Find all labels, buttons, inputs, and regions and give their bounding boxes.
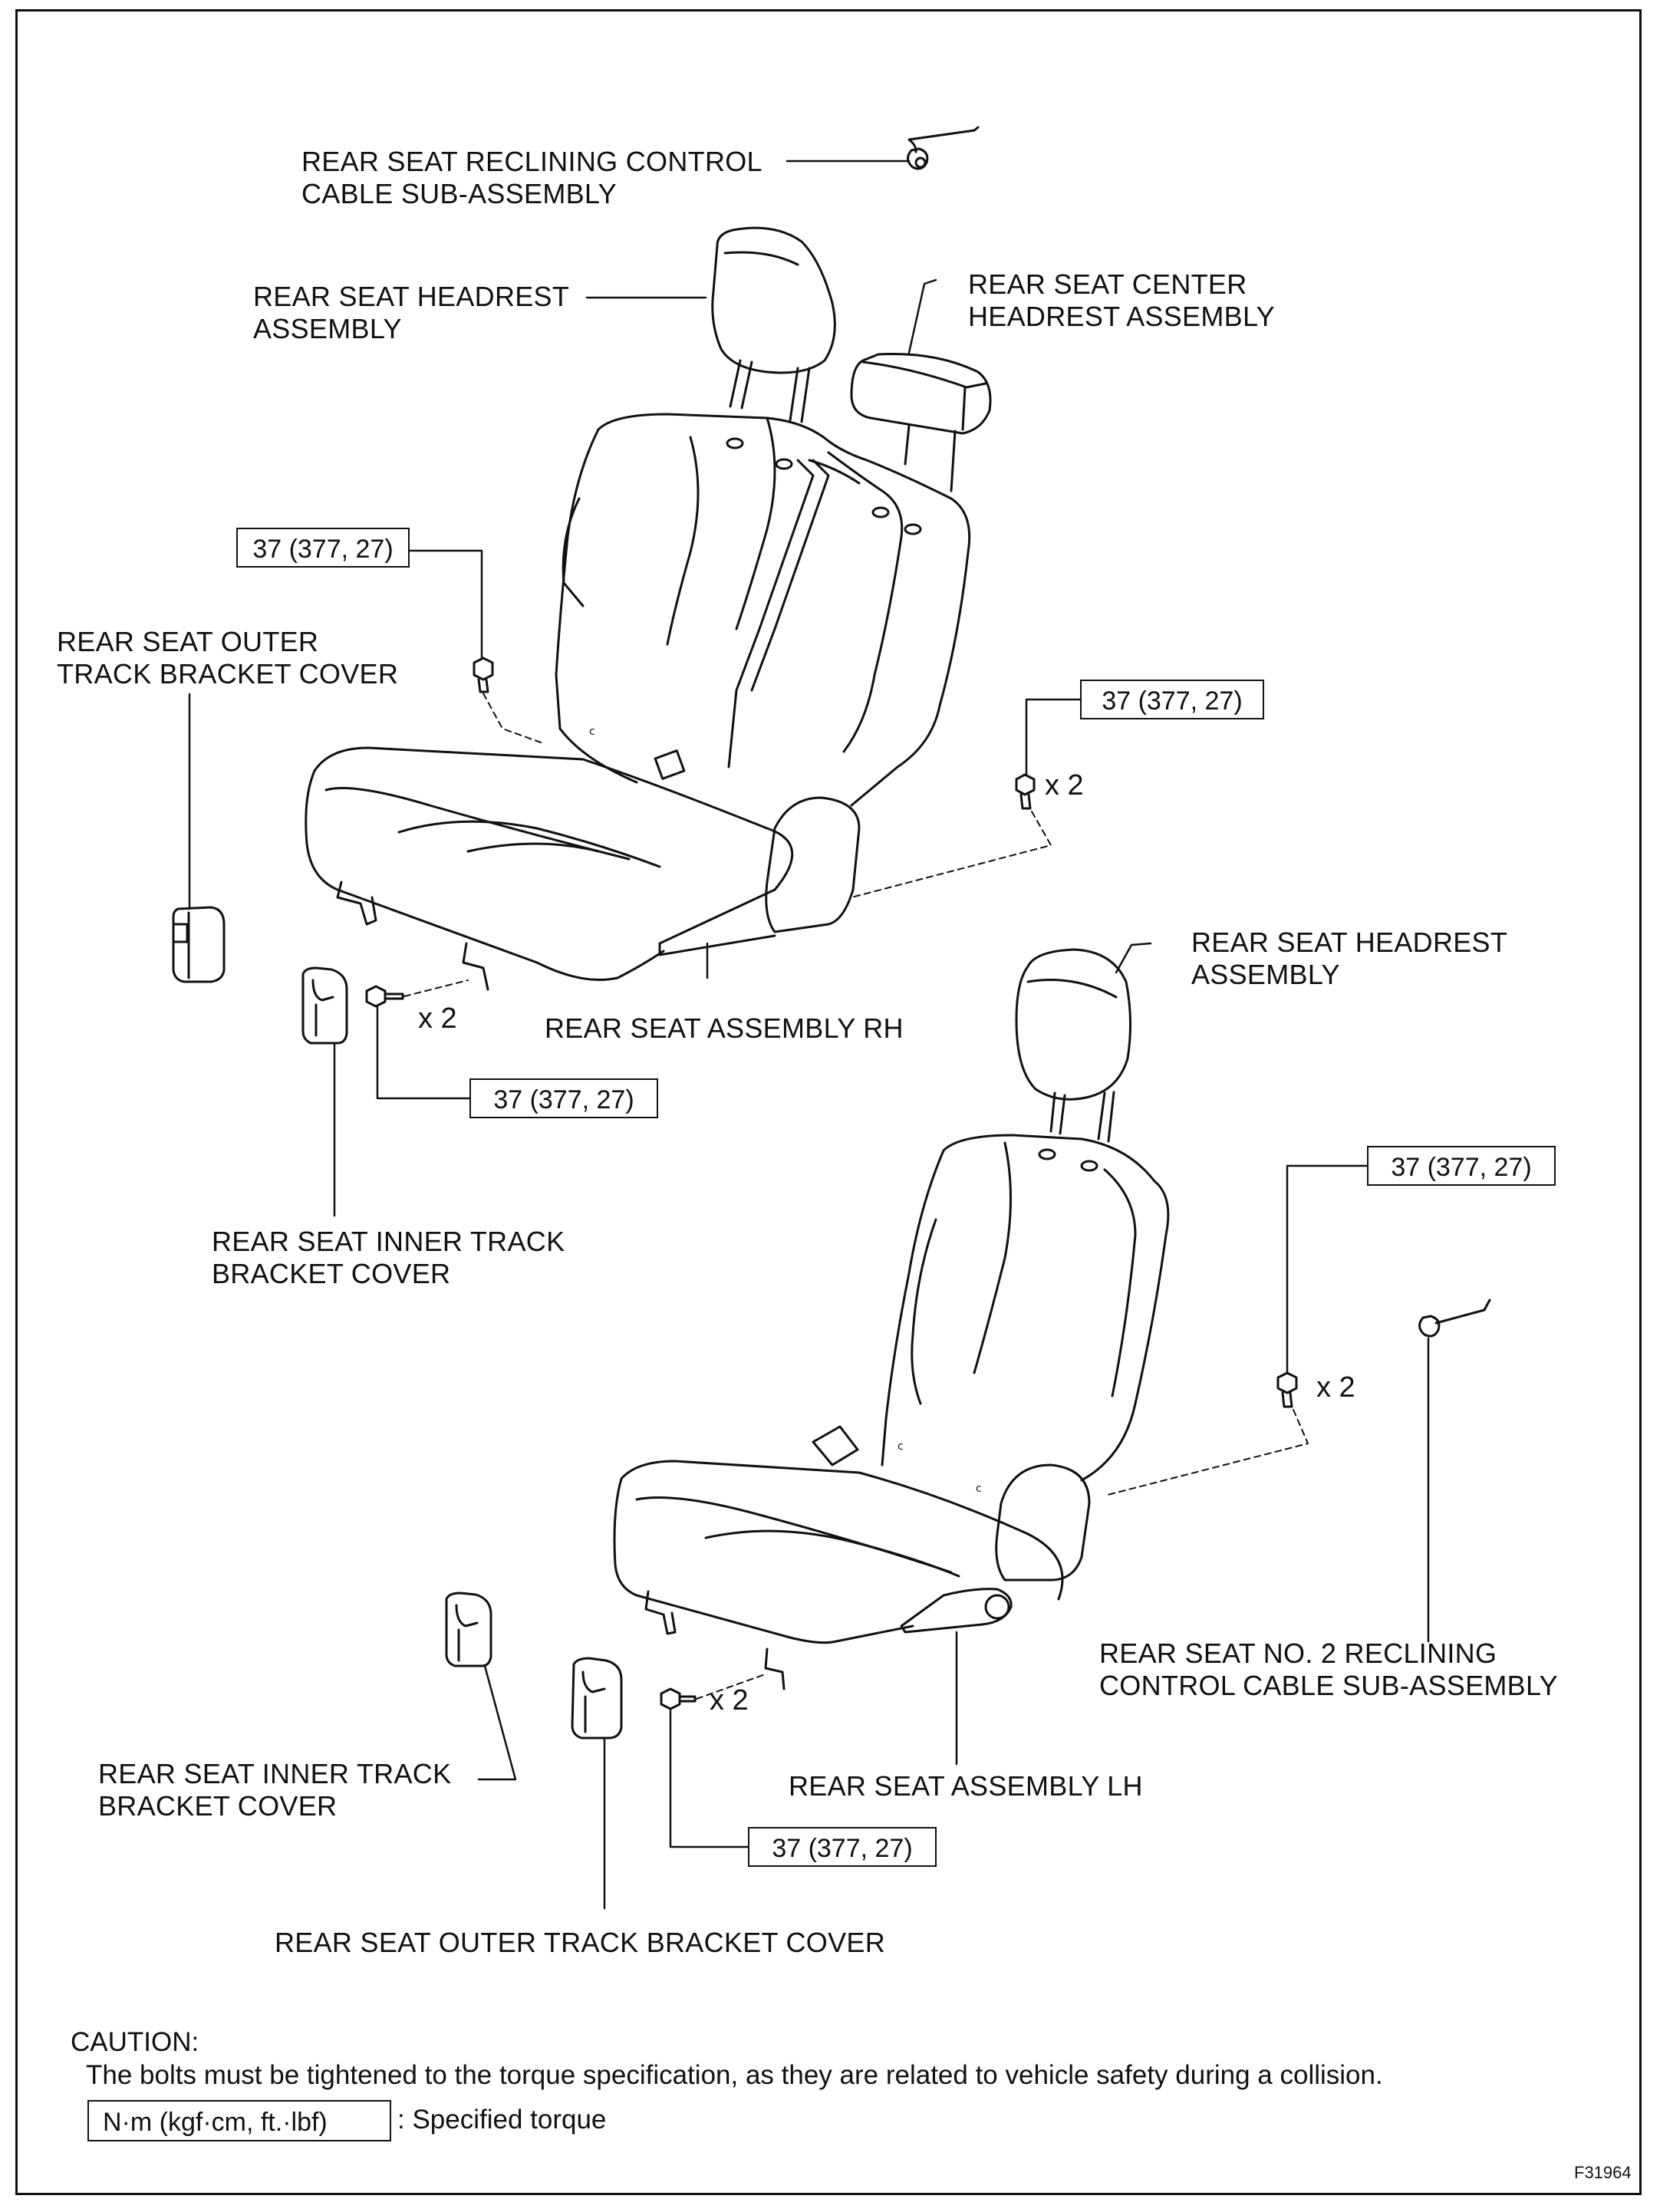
label-line: REAR SEAT RECLINING CONTROL <box>301 146 762 177</box>
label-inner-cover-lh <box>98 1758 451 1822</box>
label-line: REAR SEAT CENTER <box>968 268 1247 300</box>
bolt-rh-lower <box>367 986 403 1006</box>
outer-cover-lh-part <box>572 1658 621 1738</box>
caution-title: CAUTION: <box>71 2027 199 2057</box>
label-line: REAR SEAT OUTER <box>57 626 319 657</box>
leader-inner-cover-lh <box>479 1666 515 1779</box>
mark-c: c <box>976 1483 982 1495</box>
label-line: CONTROL CABLE SUB-ASSEMBLY <box>1099 1670 1558 1701</box>
label-line: HEADREST ASSEMBLY <box>968 301 1275 332</box>
seat-rh-part <box>306 414 970 989</box>
label-line: REAR SEAT HEADREST <box>253 281 570 312</box>
leader-bolt-rh-upper-left <box>409 551 482 658</box>
torque-legend-text: : Specified torque <box>397 2105 607 2135</box>
leader-bolt-lh-upper <box>1287 1166 1367 1373</box>
outer-cover-rh-part <box>173 907 224 982</box>
label-inner-cover-rh <box>212 1226 565 1290</box>
label-outer-cover-rh <box>57 626 398 690</box>
label-line: TRACK BRACKET COVER <box>57 658 399 690</box>
caution-text: The bolts must be tightened to the torque specification, as they are related to vehicle safety during a collision. <box>86 2060 1383 2090</box>
label-center-headrest <box>968 268 1275 333</box>
quantity-lh-lower: x 2 <box>710 1684 749 1717</box>
mark-c: c <box>898 1440 904 1453</box>
inner-cover-lh-part <box>446 1593 491 1666</box>
label-line: REAR SEAT HEADREST <box>1191 927 1508 958</box>
headrest-lh-part <box>1016 950 1131 1141</box>
label-line: ASSEMBLY <box>253 313 402 344</box>
label-line: REAR SEAT NO. 2 RECLINING <box>1099 1638 1497 1669</box>
torque-box-rh-upper-right: 37 (377, 27) <box>1080 680 1264 719</box>
quantity-rh-right: x 2 <box>1045 769 1084 802</box>
figure-id: F31964 <box>1574 2163 1632 2182</box>
torque-box-rh-upper-left: 37 (377, 27) <box>236 528 410 568</box>
torque-box-lh-upper: 37 (377, 27) <box>1367 1146 1556 1186</box>
label-line: BRACKET COVER <box>212 1258 451 1289</box>
quantity-rh-lower: x 2 <box>418 1002 457 1035</box>
leader-bolt-rh-upper-right <box>1026 699 1080 775</box>
dash-bolt-rh-upper-right <box>851 811 1051 897</box>
reclining-cable-part <box>907 127 978 169</box>
bolt-rh-upper-left <box>474 658 492 692</box>
label-seat-rh: REAR SEAT ASSEMBLY RH <box>545 1012 904 1044</box>
leader-center-headrest <box>909 280 936 353</box>
torque-box-rh-lower: 37 (377, 27) <box>469 1078 658 1118</box>
label-line: REAR SEAT INNER TRACK <box>212 1226 565 1257</box>
dash-bolt-rh-lower <box>404 980 468 996</box>
bolt-lh-lower <box>661 1689 695 1709</box>
label-no2-cable <box>1099 1638 1558 1702</box>
label-reclining-cable <box>301 146 762 210</box>
label-line: REAR SEAT INNER TRACK <box>98 1758 452 1789</box>
dash-bolt-lh-upper <box>1105 1410 1308 1496</box>
label-outer-cover-lh: REAR SEAT OUTER TRACK BRACKET COVER <box>275 1927 885 1958</box>
mark-c: c <box>589 726 595 738</box>
label-seat-lh: REAR SEAT ASSEMBLY LH <box>789 1770 1143 1802</box>
label-headrest-rh <box>253 281 569 345</box>
seat-lh-part <box>614 1135 1168 1689</box>
leader-headrest-lh <box>1116 943 1151 973</box>
bolt-lh-upper <box>1278 1373 1296 1407</box>
center-headrest-part <box>851 354 990 491</box>
label-headrest-lh <box>1191 927 1507 991</box>
label-line: CABLE SUB-ASSEMBLY <box>301 178 617 209</box>
label-line: ASSEMBLY <box>1191 959 1340 990</box>
inner-cover-rh-part <box>303 968 347 1043</box>
bolt-rh-upper-right <box>1016 775 1034 808</box>
headrest-rh-part <box>713 228 835 422</box>
label-line: BRACKET COVER <box>98 1790 338 1822</box>
no2-cable-part <box>1419 1300 1490 1336</box>
quantity-lh-right: x 2 <box>1316 1371 1355 1404</box>
leader-bolt-lh-lower <box>670 1709 748 1847</box>
dash-bolt-rh-upper-left <box>483 693 541 742</box>
torque-legend-box: N·m (kgf·cm, ft.·lbf) <box>87 2100 391 2141</box>
torque-box-lh-lower: 37 (377, 27) <box>748 1827 937 1867</box>
